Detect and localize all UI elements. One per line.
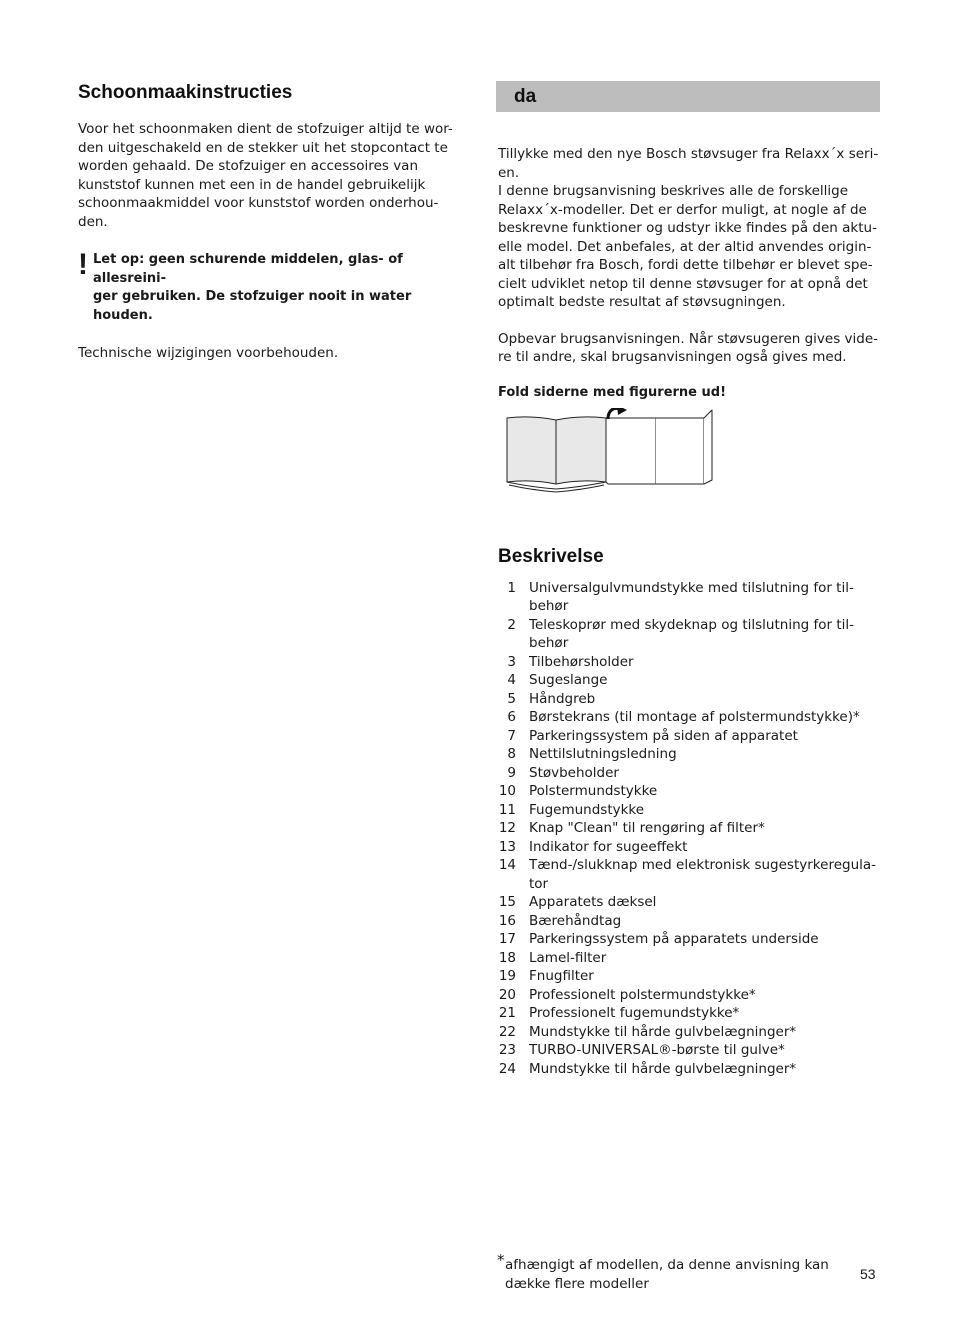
list-item xyxy=(496,745,880,764)
language-tag: da xyxy=(514,86,537,107)
text-line: dække flere modeller xyxy=(505,1275,649,1292)
item-number: 18 xyxy=(498,949,516,966)
keep-manual-paragraph xyxy=(496,330,880,367)
item-label: Teleskoprør med skydeknap og tilslutning for til- xyxy=(529,616,855,633)
item-label: Håndgreb xyxy=(529,690,596,707)
text-line: ger gebruiken. De stofzuiger nooit in water houden. xyxy=(93,289,412,323)
page-number: 53 xyxy=(860,1266,876,1282)
item-number: 23 xyxy=(498,1042,516,1058)
list-item xyxy=(496,986,880,1005)
heading-cleaning: Schoonmaakinstructies xyxy=(78,82,293,103)
item-label: Tænd-/slukknap med elektronisk sugestyrkeregula- xyxy=(529,857,877,873)
text-line: Relaxx´x-modeller. Det er derfor muligt, at nogle af de xyxy=(498,201,867,218)
item-number: 10 xyxy=(498,783,516,799)
item-number: 17 xyxy=(498,931,516,947)
item-label: Mundstykke til hårde gulvbelægninger* xyxy=(529,1023,797,1040)
heading-description: Beskrivelse xyxy=(498,545,604,567)
text-line: alt tilbehør fra Bosch, fordi dette tilbehør er blevet spe- xyxy=(498,257,873,273)
warning-block xyxy=(78,248,460,325)
list-item xyxy=(496,782,880,801)
item-label: Tilbehørsholder xyxy=(529,653,634,670)
item-label: Indikator for sugeeffekt xyxy=(529,838,688,855)
fold-out-illustration xyxy=(504,408,724,494)
text-line: schoonmaakmiddel voor kunststof worden onderhou- xyxy=(78,195,439,211)
list-item xyxy=(496,653,880,672)
item-label: behør xyxy=(529,598,569,614)
text-line: re til andre, skal brugsanvisningen også gives med. xyxy=(498,349,847,365)
text-line: Let op: geen schurende middelen, glas- of allesreini- xyxy=(93,252,403,286)
text-line: afhængigt af modellen, da denne anvisning kan xyxy=(505,1257,829,1273)
text-line: en. xyxy=(498,164,520,181)
cleaning-paragraph xyxy=(78,120,460,231)
list-item xyxy=(496,801,880,820)
item-number: 15 xyxy=(498,894,516,910)
item-number: 14 xyxy=(498,857,516,873)
text-line: den uitgeschakeld en de stekker uit het stopcontact te xyxy=(78,139,448,156)
list-item xyxy=(496,893,880,912)
list-item xyxy=(496,819,880,838)
list-item xyxy=(496,708,880,727)
list-item xyxy=(496,1004,880,1023)
item-number: 6 xyxy=(507,709,516,725)
list-item xyxy=(496,690,880,709)
list-item xyxy=(496,1060,880,1079)
item-number: 5 xyxy=(507,690,516,707)
item-label: Parkeringssystem på apparatets underside xyxy=(529,931,819,947)
item-label: Børstekrans (til montage af polstermundstykke)* xyxy=(529,709,860,725)
item-number: 9 xyxy=(507,764,516,781)
item-label: behør xyxy=(529,635,569,651)
list-item xyxy=(496,912,880,931)
text-line: cielt udviklet netop til denne støvsuger for at opnå det xyxy=(498,275,868,292)
item-label: Fnugfilter xyxy=(529,968,594,984)
item-label: tor xyxy=(529,875,549,892)
text-line: Tillykke med den nye Bosch støvsuger fra Relaxx´x seri- xyxy=(498,146,879,162)
item-label: Universalgulvmundstykke med tilslutning for til- xyxy=(529,579,854,596)
item-label: Mundstykke til hårde gulvbelægninger* xyxy=(529,1060,797,1077)
warning-icon: ! xyxy=(78,248,88,281)
item-label: Professionelt fugemundstykke* xyxy=(529,1005,740,1021)
list-item xyxy=(496,1041,880,1060)
item-number: 22 xyxy=(498,1023,516,1040)
list-item xyxy=(496,616,880,653)
footnote xyxy=(497,1251,837,1293)
item-label: Apparatets dæksel xyxy=(529,894,657,910)
text-line: elle model. Det anbefales, at der altid anvendes origin- xyxy=(498,238,872,255)
text-line: kunststof kunnen met een in de handel gebruikelijk xyxy=(78,176,426,193)
item-label: Sugeslange xyxy=(529,672,608,688)
fold-instruction: Fold siderne med figurerne ud! xyxy=(498,384,727,400)
list-item xyxy=(496,1023,880,1042)
item-number: 11 xyxy=(498,801,516,818)
description-list xyxy=(496,579,880,1079)
item-number: 12 xyxy=(498,820,516,836)
list-item xyxy=(496,967,880,986)
text-line: Opbevar brugsanvisningen. Når støvsugeren gives vide- xyxy=(498,330,879,347)
item-number: 21 xyxy=(498,1005,516,1021)
left-column xyxy=(78,82,460,363)
item-number: 8 xyxy=(507,746,516,762)
text-line: worden gehaald. De stofzuiger en accessoires van xyxy=(78,158,419,174)
right-column xyxy=(496,81,880,1078)
item-number: 1 xyxy=(507,579,516,596)
item-number: 20 xyxy=(498,986,516,1003)
item-label: Støvbeholder xyxy=(529,764,619,781)
item-number: 19 xyxy=(498,968,516,984)
list-item xyxy=(496,764,880,783)
item-label: Polstermundstykke xyxy=(529,783,658,799)
curved-arrow-icon xyxy=(608,408,627,419)
text-line: beskrevne funktioner og udstyr ikke findes på den aktu- xyxy=(498,220,877,236)
text-line: optimalt bedste resultat af støvsugningen. xyxy=(498,294,786,310)
language-header-bar xyxy=(496,81,880,112)
item-number: 16 xyxy=(498,912,516,929)
item-label: Professionelt polstermundstykke* xyxy=(529,986,756,1003)
list-item xyxy=(496,671,880,690)
footnote-text xyxy=(497,1256,837,1293)
item-label: Bærehåndtag xyxy=(529,912,622,929)
technical-changes-note: Technische wijzigingen voorbehouden. xyxy=(78,345,339,361)
list-item xyxy=(496,930,880,949)
item-number: 2 xyxy=(507,616,516,633)
item-number: 13 xyxy=(498,838,516,855)
item-label: Fugemundstykke xyxy=(529,801,645,818)
text-line: I denne brugsanvisning beskrives alle de forskellige xyxy=(498,183,849,199)
list-item xyxy=(496,838,880,857)
item-label: Knap "Clean" til rengøring af filter* xyxy=(529,820,765,836)
list-item xyxy=(496,856,880,893)
item-number: 4 xyxy=(507,672,516,688)
item-number: 3 xyxy=(507,653,516,670)
list-item xyxy=(496,579,880,616)
text-line: den. xyxy=(78,213,108,230)
footnote-marker: * xyxy=(497,1251,505,1269)
item-number: 7 xyxy=(507,727,516,744)
item-number: 24 xyxy=(498,1060,516,1077)
item-label: Parkeringssystem på siden af apparatet xyxy=(529,727,798,744)
warning-text xyxy=(93,251,460,325)
item-label: Lamel-filter xyxy=(529,949,607,966)
list-item xyxy=(496,949,880,968)
text-line: Voor het schoonmaken dient de stofzuiger altijd te wor- xyxy=(78,121,453,137)
list-item xyxy=(496,727,880,746)
item-label: TURBO-UNIVERSAL®-børste til gulve* xyxy=(529,1042,785,1058)
intro-paragraph xyxy=(496,145,880,312)
item-label: Nettilslutningsledning xyxy=(529,746,677,762)
